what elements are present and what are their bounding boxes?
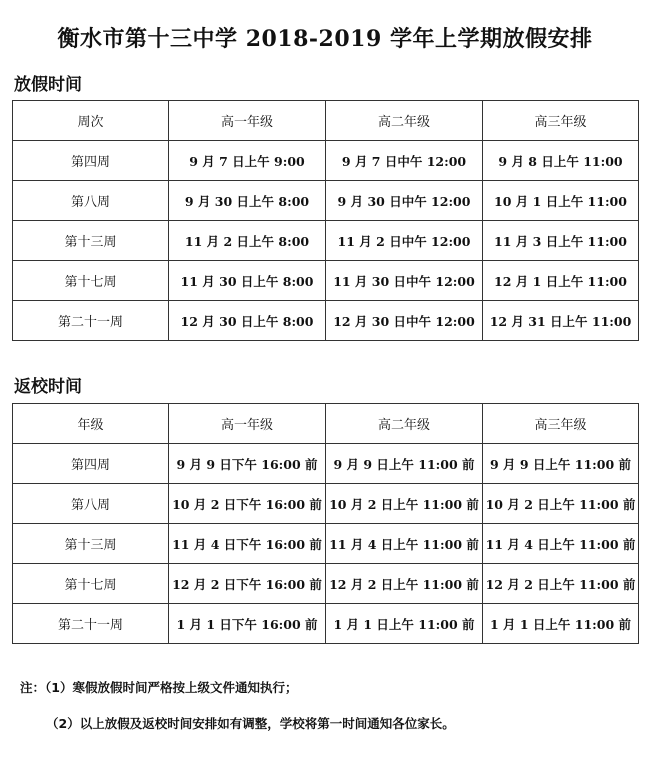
time-cell: 10 月 2 日上午 11:00 前: [483, 484, 639, 524]
time-cell: 10 月 1 日上午 11:00: [483, 181, 639, 221]
time-cell: 11 月 30 日中午 12:00: [326, 261, 483, 301]
time-cell: 11 月 4 日上午 11:00 前: [483, 524, 639, 564]
table-row: [13, 221, 639, 261]
table-header-row: [13, 404, 639, 444]
table-row: [13, 301, 639, 341]
time-cell: 9 月 30 日上午 8:00: [169, 181, 326, 221]
column-header: 年级: [13, 404, 169, 444]
week-cell: 第四周: [13, 444, 169, 484]
column-header: 周次: [13, 101, 169, 141]
week-cell: 第四周: [13, 141, 169, 181]
week-cell: 第十三周: [13, 221, 169, 261]
column-header: 高三年级: [483, 404, 639, 444]
week-cell: 第八周: [13, 181, 169, 221]
column-header: 高三年级: [483, 101, 639, 141]
return-section-title: 返校时间: [14, 377, 82, 397]
table-row: [13, 484, 639, 524]
time-cell: 12 月 2 日下午 16:00 前: [169, 564, 326, 604]
time-cell: 10 月 2 日下午 16:00 前: [169, 484, 326, 524]
table-row: [13, 261, 639, 301]
time-cell: 11 月 3 日上午 11:00: [483, 221, 639, 261]
week-cell: 第十七周: [13, 564, 169, 604]
column-header: 高一年级: [169, 101, 326, 141]
time-cell: 12 月 2 日上午 11:00 前: [326, 564, 483, 604]
time-cell: 11 月 4 日下午 16:00 前: [169, 524, 326, 564]
week-cell: 第二十一周: [13, 604, 169, 644]
note-line-1: 注：（1）寒假放假时间严格按上级文件通知执行；: [20, 680, 298, 695]
time-cell: 11 月 2 日中午 12:00: [326, 221, 483, 261]
table-row: [13, 564, 639, 604]
week-cell: 第八周: [13, 484, 169, 524]
vacation-table: [12, 100, 639, 341]
week-cell: 第十三周: [13, 524, 169, 564]
time-cell: 1 月 1 日下午 16:00 前: [169, 604, 326, 644]
time-cell: 1 月 1 日上午 11:00 前: [483, 604, 639, 644]
time-cell: 9 月 9 日上午 11:00 前: [483, 444, 639, 484]
time-cell: 12 月 2 日上午 11:00 前: [483, 564, 639, 604]
time-cell: 9 月 8 日上午 11:00: [483, 141, 639, 181]
time-cell: 10 月 2 日上午 11:00 前: [326, 484, 483, 524]
week-cell: 第十七周: [13, 261, 169, 301]
table-row: [13, 524, 639, 564]
time-cell: 12 月 1 日上午 11:00: [483, 261, 639, 301]
time-cell: 9 月 30 日中午 12:00: [326, 181, 483, 221]
column-header: 高二年级: [326, 404, 483, 444]
vacation-section-title: 放假时间: [14, 75, 82, 95]
time-cell: 9 月 7 日中午 12:00: [326, 141, 483, 181]
time-cell: 11 月 2 日上午 8:00: [169, 221, 326, 261]
time-cell: 11 月 30 日上午 8:00: [169, 261, 326, 301]
return-table: [12, 403, 639, 644]
time-cell: 11 月 4 日上午 11:00 前: [326, 524, 483, 564]
time-cell: 9 月 7 日上午 9:00: [169, 141, 326, 181]
time-cell: 1 月 1 日上午 11:00 前: [326, 604, 483, 644]
column-header: 高一年级: [169, 404, 326, 444]
time-cell: 12 月 31 日上午 11:00: [483, 301, 639, 341]
week-cell: 第二十一周: [13, 301, 169, 341]
page-title: 衡水市第十三中学 2018-2019 学年上学期放假安排: [57, 26, 593, 52]
table-row: [13, 604, 639, 644]
note-line-2: （2）以上放假及返校时间安排如有调整，学校将第一时间通知各位家长。: [46, 716, 455, 731]
time-cell: 12 月 30 日中午 12:00: [326, 301, 483, 341]
column-header: 高二年级: [326, 101, 483, 141]
table-row: [13, 141, 639, 181]
table-row: [13, 181, 639, 221]
table-header-row: [13, 101, 639, 141]
time-cell: 12 月 30 日上午 8:00: [169, 301, 326, 341]
table-row: [13, 444, 639, 484]
time-cell: 9 月 9 日下午 16:00 前: [169, 444, 326, 484]
time-cell: 9 月 9 日上午 11:00 前: [326, 444, 483, 484]
